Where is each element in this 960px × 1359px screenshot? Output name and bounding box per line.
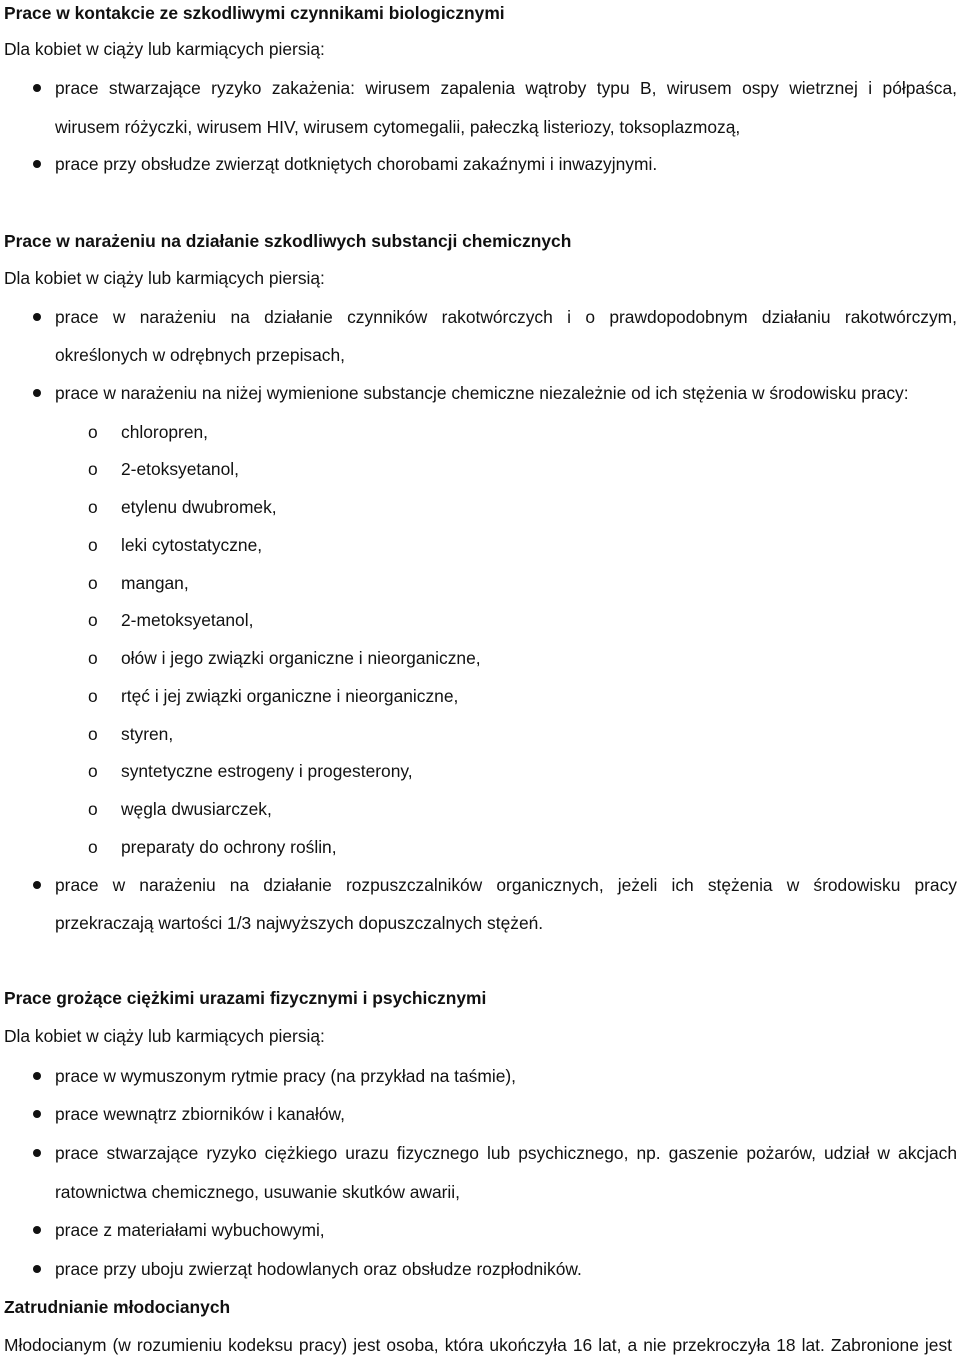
sub-bullet-marker: o <box>88 686 98 706</box>
list-item-line: prace w narażeniu na działanie rozpuszczalników organicznych, jeżeli ich stężenia w środowisku pracy <box>55 875 957 895</box>
bullet-dot <box>33 84 41 92</box>
list-item-line: prace w narażeniu na niżej wymienione substancje chemiczne niezależnie od ich stężenia w środowisku pracy: <box>55 383 909 403</box>
sub-list-item: leki cytostatyczne, <box>121 535 263 555</box>
list-item-line: prace z materiałami wybuchowymi, <box>55 1220 325 1240</box>
sub-bullet-marker: o <box>88 535 98 555</box>
sub-bullet-marker: o <box>88 648 98 668</box>
section-intro: Dla kobiet w ciąży lub karmiących piersią: <box>4 39 325 59</box>
bullet-dot <box>33 160 41 168</box>
sub-list-item: styren, <box>121 724 174 744</box>
bullet-dot <box>33 1226 41 1234</box>
bullet-dot <box>33 313 41 321</box>
section-intro: Dla kobiet w ciąży lub karmiących piersią: <box>4 268 325 288</box>
list-item-line: prace przy obsłudze zwierząt dotkniętych chorobami zakaźnymi i inwazyjnymi. <box>55 154 658 174</box>
sub-bullet-marker: o <box>88 837 98 857</box>
section-heading-chemical: Prace w narażeniu na działanie szkodliwych substancji chemicznych <box>4 231 572 251</box>
section-intro: Dla kobiet w ciąży lub karmiących piersią: <box>4 1026 325 1046</box>
bullet-dot <box>33 1149 41 1157</box>
sub-list-item: syntetyczne estrogeny i progesterony, <box>121 761 413 781</box>
list-item-line: prace wewnątrz zbiorników i kanałów, <box>55 1104 345 1124</box>
list-item-line: wirusem różyczki, wirusem HIV, wirusem cytomegalii, pałeczką listeriozy, toksoplazmozą, <box>55 117 741 137</box>
list-item-line: prace w wymuszonym rytmie pracy (na przykład na taśmie), <box>55 1066 516 1086</box>
sub-list-item: chloropren, <box>121 422 209 442</box>
list-item-line: prace w narażeniu na działanie czynników rakotwórczych i o prawdopodobnym działaniu rakotwórczym, <box>55 307 957 327</box>
sub-list-item: 2-etoksyetanol, <box>121 459 239 479</box>
sub-bullet-marker: o <box>88 497 98 517</box>
list-item-line: ratownictwa chemicznego, usuwanie skutków awarii, <box>55 1182 460 1202</box>
bullet-dot <box>33 1265 41 1273</box>
sub-bullet-marker: o <box>88 761 98 781</box>
sub-list-item: ołów i jego związki organiczne i nieorganiczne, <box>121 648 481 668</box>
sub-list-item: mangan, <box>121 573 189 593</box>
bullet-dot <box>33 881 41 889</box>
sub-bullet-marker: o <box>88 610 98 630</box>
list-item-line: prace stwarzające ryzyko ciężkiego urazu fizycznego lub psychicznego, np. gaszenie pożarów, udział w akcjach <box>55 1143 957 1163</box>
sub-bullet-marker: o <box>88 724 98 744</box>
sub-bullet-marker: o <box>88 422 98 442</box>
sub-bullet-marker: o <box>88 459 98 479</box>
bullet-dot <box>33 1072 41 1080</box>
section-heading-biological: Prace w kontakcie ze szkodliwymi czynnikami biologicznymi <box>4 3 505 23</box>
list-item-line: przekraczają wartości 1/3 najwyższych dopuszczalnych stężeń. <box>55 913 544 933</box>
sub-list-item: 2-metoksyetanol, <box>121 610 254 630</box>
sub-bullet-marker: o <box>88 573 98 593</box>
sub-list-item: preparaty do ochrony roślin, <box>121 837 337 857</box>
section-heading-minors: Zatrudnianie młodocianych <box>4 1297 231 1317</box>
sub-list-item: etylenu dwubromek, <box>121 497 277 517</box>
section-heading-injuries: Prace grożące ciężkimi urazami fizycznymi i psychicznymi <box>4 988 487 1008</box>
list-item-line: prace przy uboju zwierząt hodowlanych oraz obsłudze rozpłodników. <box>55 1259 582 1279</box>
sub-list-item: węgla dwusiarczek, <box>121 799 272 819</box>
sub-bullet-marker: o <box>88 799 98 819</box>
list-item-line: prace stwarzające ryzyko zakażenia: wirusem zapalenia wątroby typu B, wirusem ospy wietrznej i półpaśca, <box>55 78 957 98</box>
bullet-dot <box>33 389 41 397</box>
bullet-dot <box>33 1110 41 1118</box>
paragraph-line: Młodocianym (w rozumieniu kodeksu pracy) jest osoba, która ukończyła 16 lat, a nie przekroczyła 18 lat. Zabronione jest <box>4 1335 952 1355</box>
sub-list-item: rtęć i jej związki organiczne i nieorganiczne, <box>121 686 459 706</box>
list-item-line: określonych w odrębnych przepisach, <box>55 345 345 365</box>
